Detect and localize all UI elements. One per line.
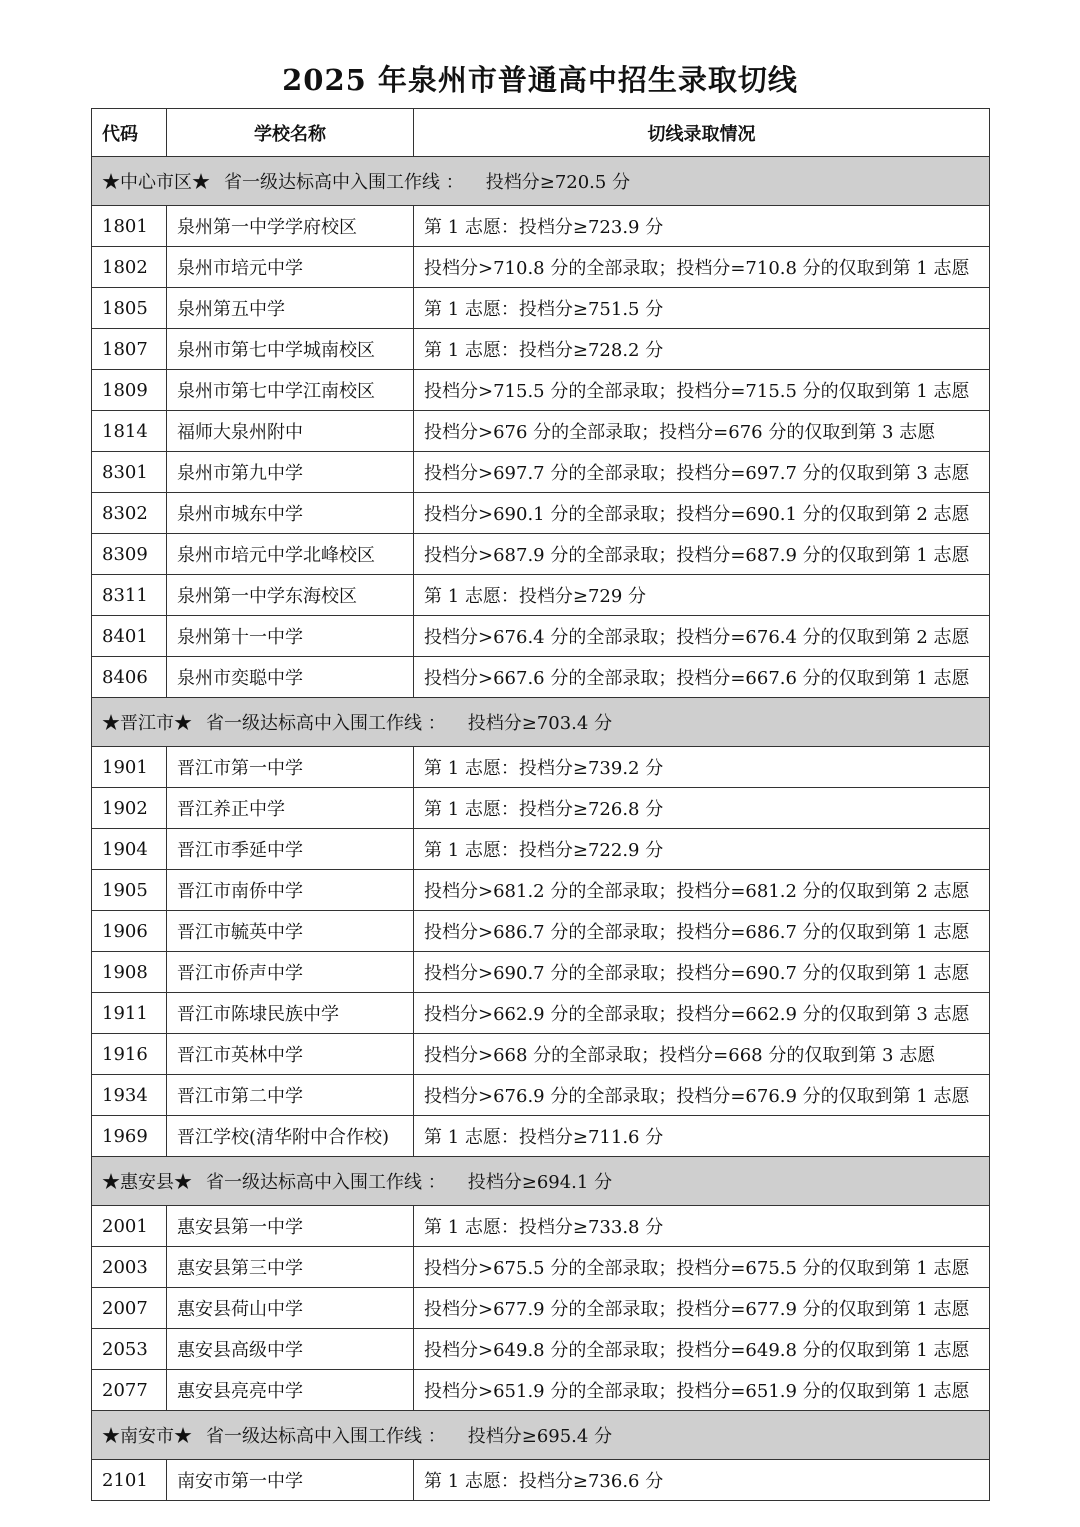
table-row — [92, 1075, 990, 1116]
table-row — [92, 829, 990, 870]
section-header-row — [92, 698, 990, 747]
school-name-cell: 泉州第五中学 — [167, 288, 414, 329]
school-name-cell: 晋江市侨声中学 — [167, 952, 414, 993]
cutoff-info-cell: 投档分>710.8 分的全部录取；投档分=710.8 分的仅取到第 1 志愿 — [414, 247, 990, 288]
cutoff-info-cell: 第 1 志愿：投档分≥736.6 分 — [414, 1460, 990, 1501]
table-row — [92, 575, 990, 616]
school-name-cell: 惠安县第三中学 — [167, 1247, 414, 1288]
cutoff-info-cell: 投档分>690.1 分的全部录取；投档分=690.1 分的仅取到第 2 志愿 — [414, 493, 990, 534]
school-name-cell: 泉州市培元中学 — [167, 247, 414, 288]
page-title: 2025 年泉州市普通高中招生录取切线 — [282, 63, 798, 97]
school-name-cell: 晋江市毓英中学 — [167, 911, 414, 952]
section-header-cell — [92, 1157, 990, 1206]
section-region: ★晋江市★ — [102, 713, 192, 734]
school-name-cell: 泉州市第七中学城南校区 — [167, 329, 414, 370]
table-row — [92, 1370, 990, 1411]
column-header-school-name: 学校名称 — [167, 109, 414, 157]
school-name-cell: 泉州市第九中学 — [167, 452, 414, 493]
cutoff-info-cell: 第 1 志愿：投档分≥729 分 — [414, 575, 990, 616]
table-row — [92, 870, 990, 911]
section-header-row — [92, 157, 990, 206]
cutoff-info-cell: 投档分>651.9 分的全部录取；投档分=651.9 分的仅取到第 1 志愿 — [414, 1370, 990, 1411]
table-row — [92, 370, 990, 411]
school-code-cell: 2007 — [92, 1288, 167, 1329]
school-name-cell: 晋江市第一中学 — [167, 747, 414, 788]
cutoff-info-cell: 投档分>681.2 分的全部录取；投档分=681.2 分的仅取到第 2 志愿 — [414, 870, 990, 911]
table-row — [92, 534, 990, 575]
section-header-cell — [92, 157, 990, 206]
section-header-cell — [92, 698, 990, 747]
school-code-cell: 2003 — [92, 1247, 167, 1288]
school-code-cell: 1905 — [92, 870, 167, 911]
column-header-code: 代码 — [92, 109, 167, 157]
table-row — [92, 329, 990, 370]
cutoff-info-cell: 第 1 志愿：投档分≥751.5 分 — [414, 288, 990, 329]
table-row — [92, 952, 990, 993]
cutoff-info-cell: 第 1 志愿：投档分≥722.9 分 — [414, 829, 990, 870]
school-code-cell: 8309 — [92, 534, 167, 575]
school-name-cell: 晋江市英林中学 — [167, 1034, 414, 1075]
section-threshold-score: 投档分≥694.1 分 — [467, 1172, 613, 1193]
section-threshold-label: 省一级达标高中入围工作线 ： — [224, 172, 464, 193]
cutoff-info-cell: 投档分>687.9 分的全部录取；投档分=687.9 分的仅取到第 1 志愿 — [414, 534, 990, 575]
school-name-cell: 泉州市培元中学北峰校区 — [167, 534, 414, 575]
cutoff-info-cell: 投档分>675.5 分的全部录取；投档分=675.5 分的仅取到第 1 志愿 — [414, 1247, 990, 1288]
school-name-cell: 惠安县第一中学 — [167, 1206, 414, 1247]
school-name-cell: 福师大泉州附中 — [167, 411, 414, 452]
school-code-cell: 1934 — [92, 1075, 167, 1116]
cutoff-table — [91, 108, 990, 1501]
school-name-cell: 泉州第一中学东海校区 — [167, 575, 414, 616]
cutoff-info-cell: 投档分>697.7 分的全部录取；投档分=697.7 分的仅取到第 3 志愿 — [414, 452, 990, 493]
school-name-cell: 泉州市第七中学江南校区 — [167, 370, 414, 411]
table-row — [92, 1247, 990, 1288]
table-row — [92, 911, 990, 952]
table-body — [92, 157, 990, 1501]
school-code-cell: 1969 — [92, 1116, 167, 1157]
cutoff-info-cell: 投档分>676 分的全部录取；投档分=676 分的仅取到第 3 志愿 — [414, 411, 990, 452]
section-threshold-label: 省一级达标高中入围工作线 ： — [206, 1426, 446, 1447]
school-code-cell: 1801 — [92, 206, 167, 247]
cutoff-info-cell: 第 1 志愿：投档分≥723.9 分 — [414, 206, 990, 247]
cutoff-info-cell: 投档分>662.9 分的全部录取；投档分=662.9 分的仅取到第 3 志愿 — [414, 993, 990, 1034]
column-header-cutoff-info: 切线录取情况 — [414, 109, 990, 157]
school-code-cell: 1901 — [92, 747, 167, 788]
table-row — [92, 747, 990, 788]
table-row — [92, 1116, 990, 1157]
school-code-cell: 1809 — [92, 370, 167, 411]
table-row — [92, 616, 990, 657]
school-code-cell: 1911 — [92, 993, 167, 1034]
school-code-cell: 1802 — [92, 247, 167, 288]
section-region: ★惠安县★ — [102, 1172, 192, 1193]
school-name-cell: 惠安县高级中学 — [167, 1329, 414, 1370]
school-code-cell: 1814 — [92, 411, 167, 452]
school-code-cell: 2101 — [92, 1460, 167, 1501]
cutoff-info-cell: 第 1 志愿：投档分≥711.6 分 — [414, 1116, 990, 1157]
cutoff-info-cell: 投档分>676.4 分的全部录取；投档分=676.4 分的仅取到第 2 志愿 — [414, 616, 990, 657]
table-row — [92, 1206, 990, 1247]
table-row — [92, 993, 990, 1034]
cutoff-info-cell: 投档分>649.8 分的全部录取；投档分=649.8 分的仅取到第 1 志愿 — [414, 1329, 990, 1370]
section-region: ★南安市★ — [102, 1426, 192, 1447]
school-name-cell: 泉州市城东中学 — [167, 493, 414, 534]
school-code-cell: 1807 — [92, 329, 167, 370]
cutoff-info-cell: 投档分>677.9 分的全部录取；投档分=677.9 分的仅取到第 1 志愿 — [414, 1288, 990, 1329]
section-threshold-label: 省一级达标高中入围工作线 ： — [206, 1172, 446, 1193]
table-row — [92, 493, 990, 534]
cutoff-info-cell: 投档分>686.7 分的全部录取；投档分=686.7 分的仅取到第 1 志愿 — [414, 911, 990, 952]
section-header-cell — [92, 1411, 990, 1460]
table-row — [92, 452, 990, 493]
table-row — [92, 206, 990, 247]
section-header-row — [92, 1411, 990, 1460]
school-code-cell: 1805 — [92, 288, 167, 329]
school-code-cell: 8311 — [92, 575, 167, 616]
table-row — [92, 788, 990, 829]
table-row — [92, 247, 990, 288]
school-name-cell: 泉州市奕聪中学 — [167, 657, 414, 698]
school-code-cell: 2077 — [92, 1370, 167, 1411]
cutoff-info-cell: 第 1 志愿：投档分≥728.2 分 — [414, 329, 990, 370]
school-name-cell: 晋江市陈埭民族中学 — [167, 993, 414, 1034]
cutoff-info-cell: 投档分>667.6 分的全部录取；投档分=667.6 分的仅取到第 1 志愿 — [414, 657, 990, 698]
cutoff-info-cell: 第 1 志愿：投档分≥739.2 分 — [414, 747, 990, 788]
school-code-cell: 2001 — [92, 1206, 167, 1247]
school-code-cell: 1902 — [92, 788, 167, 829]
section-header-row — [92, 1157, 990, 1206]
school-code-cell: 1908 — [92, 952, 167, 993]
school-name-cell: 泉州第一中学学府校区 — [167, 206, 414, 247]
school-code-cell: 8406 — [92, 657, 167, 698]
table-row — [92, 657, 990, 698]
section-threshold-label: 省一级达标高中入围工作线 ： — [206, 713, 446, 734]
cutoff-info-cell: 投档分>715.5 分的全部录取；投档分=715.5 分的仅取到第 1 志愿 — [414, 370, 990, 411]
table-row — [92, 1288, 990, 1329]
cutoff-info-cell: 第 1 志愿：投档分≥726.8 分 — [414, 788, 990, 829]
school-code-cell: 8401 — [92, 616, 167, 657]
school-code-cell: 1916 — [92, 1034, 167, 1075]
school-name-cell: 南安市第一中学 — [167, 1460, 414, 1501]
school-name-cell: 晋江学校(清华附中合作校) — [167, 1116, 414, 1157]
table-row — [92, 1034, 990, 1075]
school-code-cell: 1904 — [92, 829, 167, 870]
table-header-row — [92, 109, 990, 157]
section-threshold-score: 投档分≥695.4 分 — [467, 1426, 613, 1447]
school-code-cell: 8301 — [92, 452, 167, 493]
school-name-cell: 惠安县荷山中学 — [167, 1288, 414, 1329]
school-code-cell: 8302 — [92, 493, 167, 534]
school-name-cell: 晋江市第二中学 — [167, 1075, 414, 1116]
school-name-cell: 晋江市南侨中学 — [167, 870, 414, 911]
cutoff-info-cell: 第 1 志愿：投档分≥733.8 分 — [414, 1206, 990, 1247]
school-name-cell: 晋江市季延中学 — [167, 829, 414, 870]
school-code-cell: 2053 — [92, 1329, 167, 1370]
cutoff-info-cell: 投档分>676.9 分的全部录取；投档分=676.9 分的仅取到第 1 志愿 — [414, 1075, 990, 1116]
table-row — [92, 411, 990, 452]
section-region: ★中心市区★ — [102, 172, 210, 193]
school-name-cell: 惠安县亮亮中学 — [167, 1370, 414, 1411]
table-row — [92, 288, 990, 329]
section-threshold-score: 投档分≥703.4 分 — [467, 713, 613, 734]
school-code-cell: 1906 — [92, 911, 167, 952]
cutoff-info-cell: 投档分>690.7 分的全部录取；投档分=690.7 分的仅取到第 1 志愿 — [414, 952, 990, 993]
table-row — [92, 1329, 990, 1370]
table-row — [92, 1460, 990, 1501]
school-name-cell: 泉州第十一中学 — [167, 616, 414, 657]
school-name-cell: 晋江养正中学 — [167, 788, 414, 829]
cutoff-info-cell: 投档分>668 分的全部录取；投档分=668 分的仅取到第 3 志愿 — [414, 1034, 990, 1075]
section-threshold-score: 投档分≥720.5 分 — [485, 172, 631, 193]
